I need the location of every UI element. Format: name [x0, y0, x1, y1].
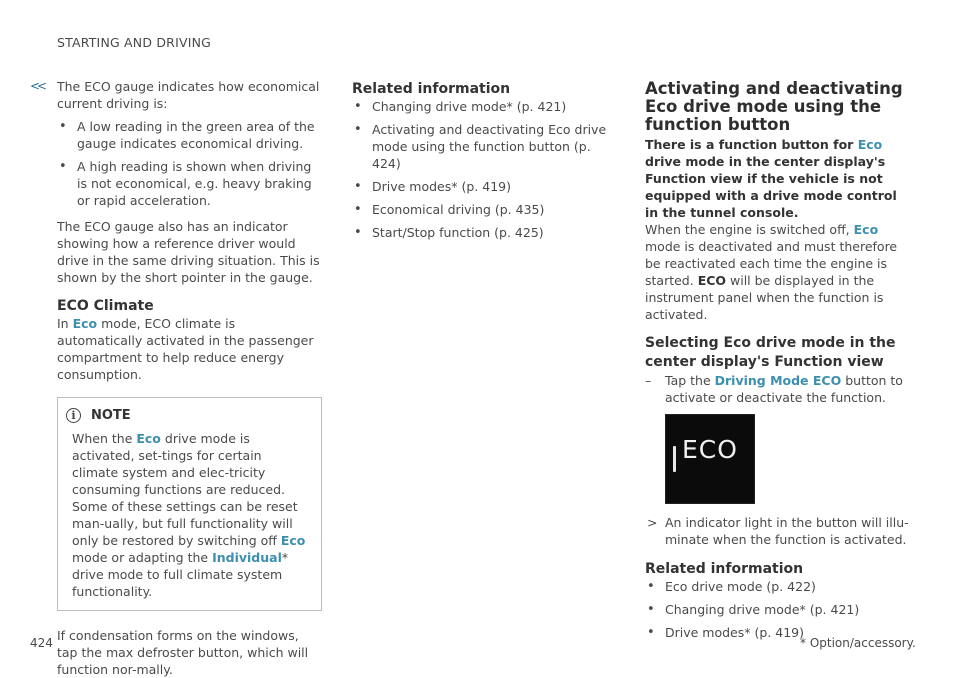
- column-3: [645, 80, 910, 641]
- column-2: [352, 80, 607, 241]
- section-header: STARTING AND DRIVING: [57, 35, 212, 50]
- driving-mode-eco-label: Driving Mode ECO: [714, 373, 842, 388]
- step: – Tap the Driving Mode ECO button to activate or deactivate the function.: [645, 373, 903, 405]
- lead-paragraph: There is a function button for Eco drive mode in the center display's Function view if the vehicle is not equipped with a drive mode control in the tunnel console.: [645, 137, 897, 220]
- related-links: [352, 98, 607, 241]
- related-info-heading-2: Related information: [645, 561, 804, 577]
- eco-climate-text: In Eco mode, ECO climate is automatically activated in the passenger compartment to help reduce energy consumption.: [57, 316, 314, 382]
- condensation-text: If condensation forms on the windows, tap the max defroster button, which will function nor-mally.: [57, 628, 309, 677]
- list-item: • A low reading in the green area of the gauge indicates economical driving.: [57, 118, 322, 152]
- eco-keyword: Eco: [72, 316, 98, 331]
- engine-off-text: When the engine is switched off, Eco mode is deactivated and must therefore be reactivated each time the engine is started. ECO will be displayed in the instrument panel when the function is activated.: [645, 222, 898, 322]
- previous-page-marker[interactable]: <<: [30, 79, 45, 93]
- eco-function-button-image: [665, 414, 755, 504]
- related-link[interactable]: • Activating and deactivating Eco drive mode using the function button (p. 424): [352, 121, 607, 172]
- function-view-heading: Selecting Eco drive mode in the center display's Function view: [645, 335, 896, 370]
- eco-climate-heading: ECO Climate: [57, 298, 154, 314]
- step-marker: –: [645, 373, 652, 388]
- related-link[interactable]: • Drive modes* (p. 419): [352, 178, 607, 195]
- info-icon: i: [66, 408, 81, 423]
- related-link[interactable]: • Start/Stop function (p. 425): [352, 224, 607, 241]
- eco-button-label: ECO: [682, 435, 738, 464]
- indicator-light: [673, 446, 676, 472]
- related-link[interactable]: • Drive modes* (p. 419): [645, 624, 910, 641]
- note-box: [57, 397, 322, 611]
- list-item: • A high reading is shown when driving is not economical, e.g. heavy braking or rapid acceleration.: [57, 158, 322, 209]
- note-title: NOTE: [91, 408, 131, 423]
- related-link[interactable]: • Eco drive mode (p. 422): [645, 578, 910, 595]
- related-info-heading: Related information: [352, 81, 511, 97]
- section-title: Activating and deactivating Eco drive mode using the function button: [645, 79, 903, 134]
- related-link[interactable]: • Economical driving (p. 435): [352, 201, 607, 218]
- related-link[interactable]: • Changing drive mode* (p. 421): [645, 601, 910, 618]
- gauge-bullets: [57, 118, 322, 209]
- gauge-reference-text: The ECO gauge also has an indicator showing how a reference driver would drive in the same driving situation. This is shown by the short pointer in the gauge.: [57, 219, 320, 285]
- result-marker: >: [647, 515, 658, 530]
- footnote: * Option/accessory.: [800, 636, 916, 650]
- step-result: > An indicator light in the button will illu-minate when the function is activated.: [647, 515, 909, 547]
- column-1: [57, 78, 322, 678]
- note-text: When the Eco drive mode is activated, set-tings for certain climate system and elec-tricity consuming functions are reduced. Some of these settings can be reset man-ually, but full functionality will only be restored by switching off Eco mode or adapting the Individual* drive mode to full climate system functionality.: [72, 431, 306, 599]
- related-link[interactable]: • Changing drive mode* (p. 421): [352, 98, 607, 115]
- related-links-2: [645, 578, 910, 641]
- gauge-intro: The ECO gauge indicates how economical current driving is:: [57, 79, 320, 111]
- page-number: 424: [30, 636, 53, 650]
